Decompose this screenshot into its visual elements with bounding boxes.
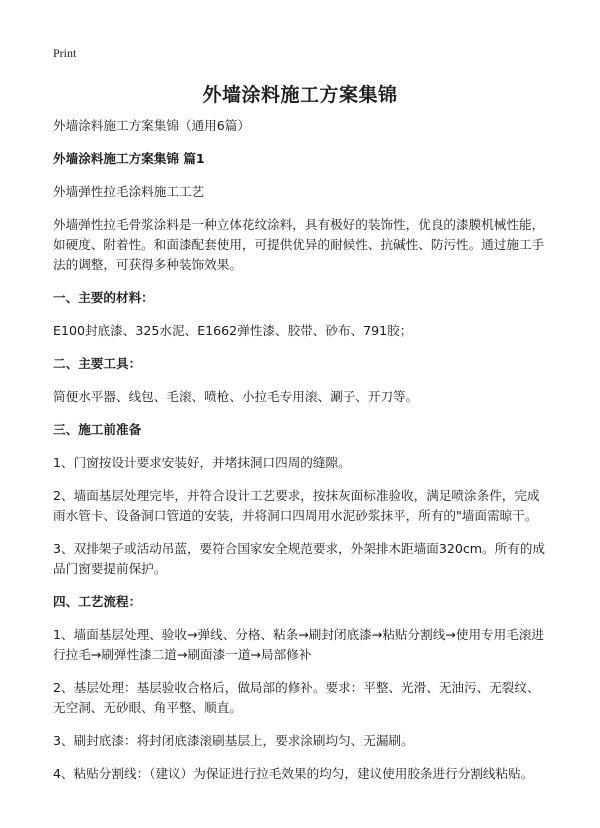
document-subtitle: 外墙涂料施工方案集锦（通用6篇） [53, 118, 250, 133]
section-preparation-heading: 三、施工前准备 [53, 422, 142, 437]
section-tools-text: 简便水平器、线包、毛滚、喷枪、小拉毛专用滚、涮子、开刀等。 [53, 389, 419, 404]
section-materials-heading: 一、主要的材料： [53, 290, 154, 305]
section-materials-text: E100封底漆、325水泥、E1662弹性漆、胶带、砂布、791胶； [53, 323, 413, 338]
preparation-item: 2、墙面基层处理完毕，并符合设计工艺要求，按抹灰面标准验收，满足喷涂条件，完成雨水管卡、设备洞口管道的安装，并将洞口四周用水泥砂浆抹平，所有的"墙面需晾干。 [53, 488, 540, 523]
section-tools-heading: 二、主要工具： [53, 356, 142, 371]
preparation-item: 1、门窗按设计要求安装好，并堵抹洞口四周的缝隙。 [53, 455, 351, 470]
process-item: 3、刷封底漆：将封闭底漆滚刷基层上，要求涂刷均匀、无漏刷。 [53, 733, 414, 748]
intro-paragraph: 外墙弹性拉毛骨浆涂料是一种立体花纹涂料，具有极好的装饰性，优良的漆膜机械性能，如硬度、附着性。和面漆配套使用，可提供优异的耐候性、抗碱性、防污性。通过施工手法的调整，可获得多种装饰效果。 [53, 217, 545, 272]
chapter-heading: 外墙涂料施工方案集锦 篇1 [53, 151, 205, 166]
print-label[interactable]: Print [53, 46, 77, 60]
process-item: 2、基层处理：基层验收合格后，做局部的修补。要求：平整、光滑、无油污、无裂纹、无空洞、无砂眼、角平整、顺直。 [53, 680, 540, 715]
preparation-item: 3、双排架子或活动吊蓝，要符合国家安全规范要求，外架排木距墙面320cm。所有的成品门窗要提前保护。 [53, 541, 546, 576]
process-item: 1、墙面基层处理、验收→弹线、分格、粘条→刷封闭底漆→粘贴分割线→使用专用毛滚进行拉毛→刷弹性漆二道→刷面漆一道→局部修补 [53, 627, 545, 662]
page-title: 外墙涂料施工方案集锦 [202, 84, 398, 106]
process-item: 4、粘贴分割线：（建议）为保证进行拉毛效果的均匀，建议使用胶条进行分割线粘贴。 [53, 766, 534, 781]
chapter-intro: 外墙弹性拉毛涂料施工工艺 [53, 184, 205, 199]
section-process-heading: 四、工艺流程： [53, 594, 142, 609]
document-body [53, 116, 548, 797]
